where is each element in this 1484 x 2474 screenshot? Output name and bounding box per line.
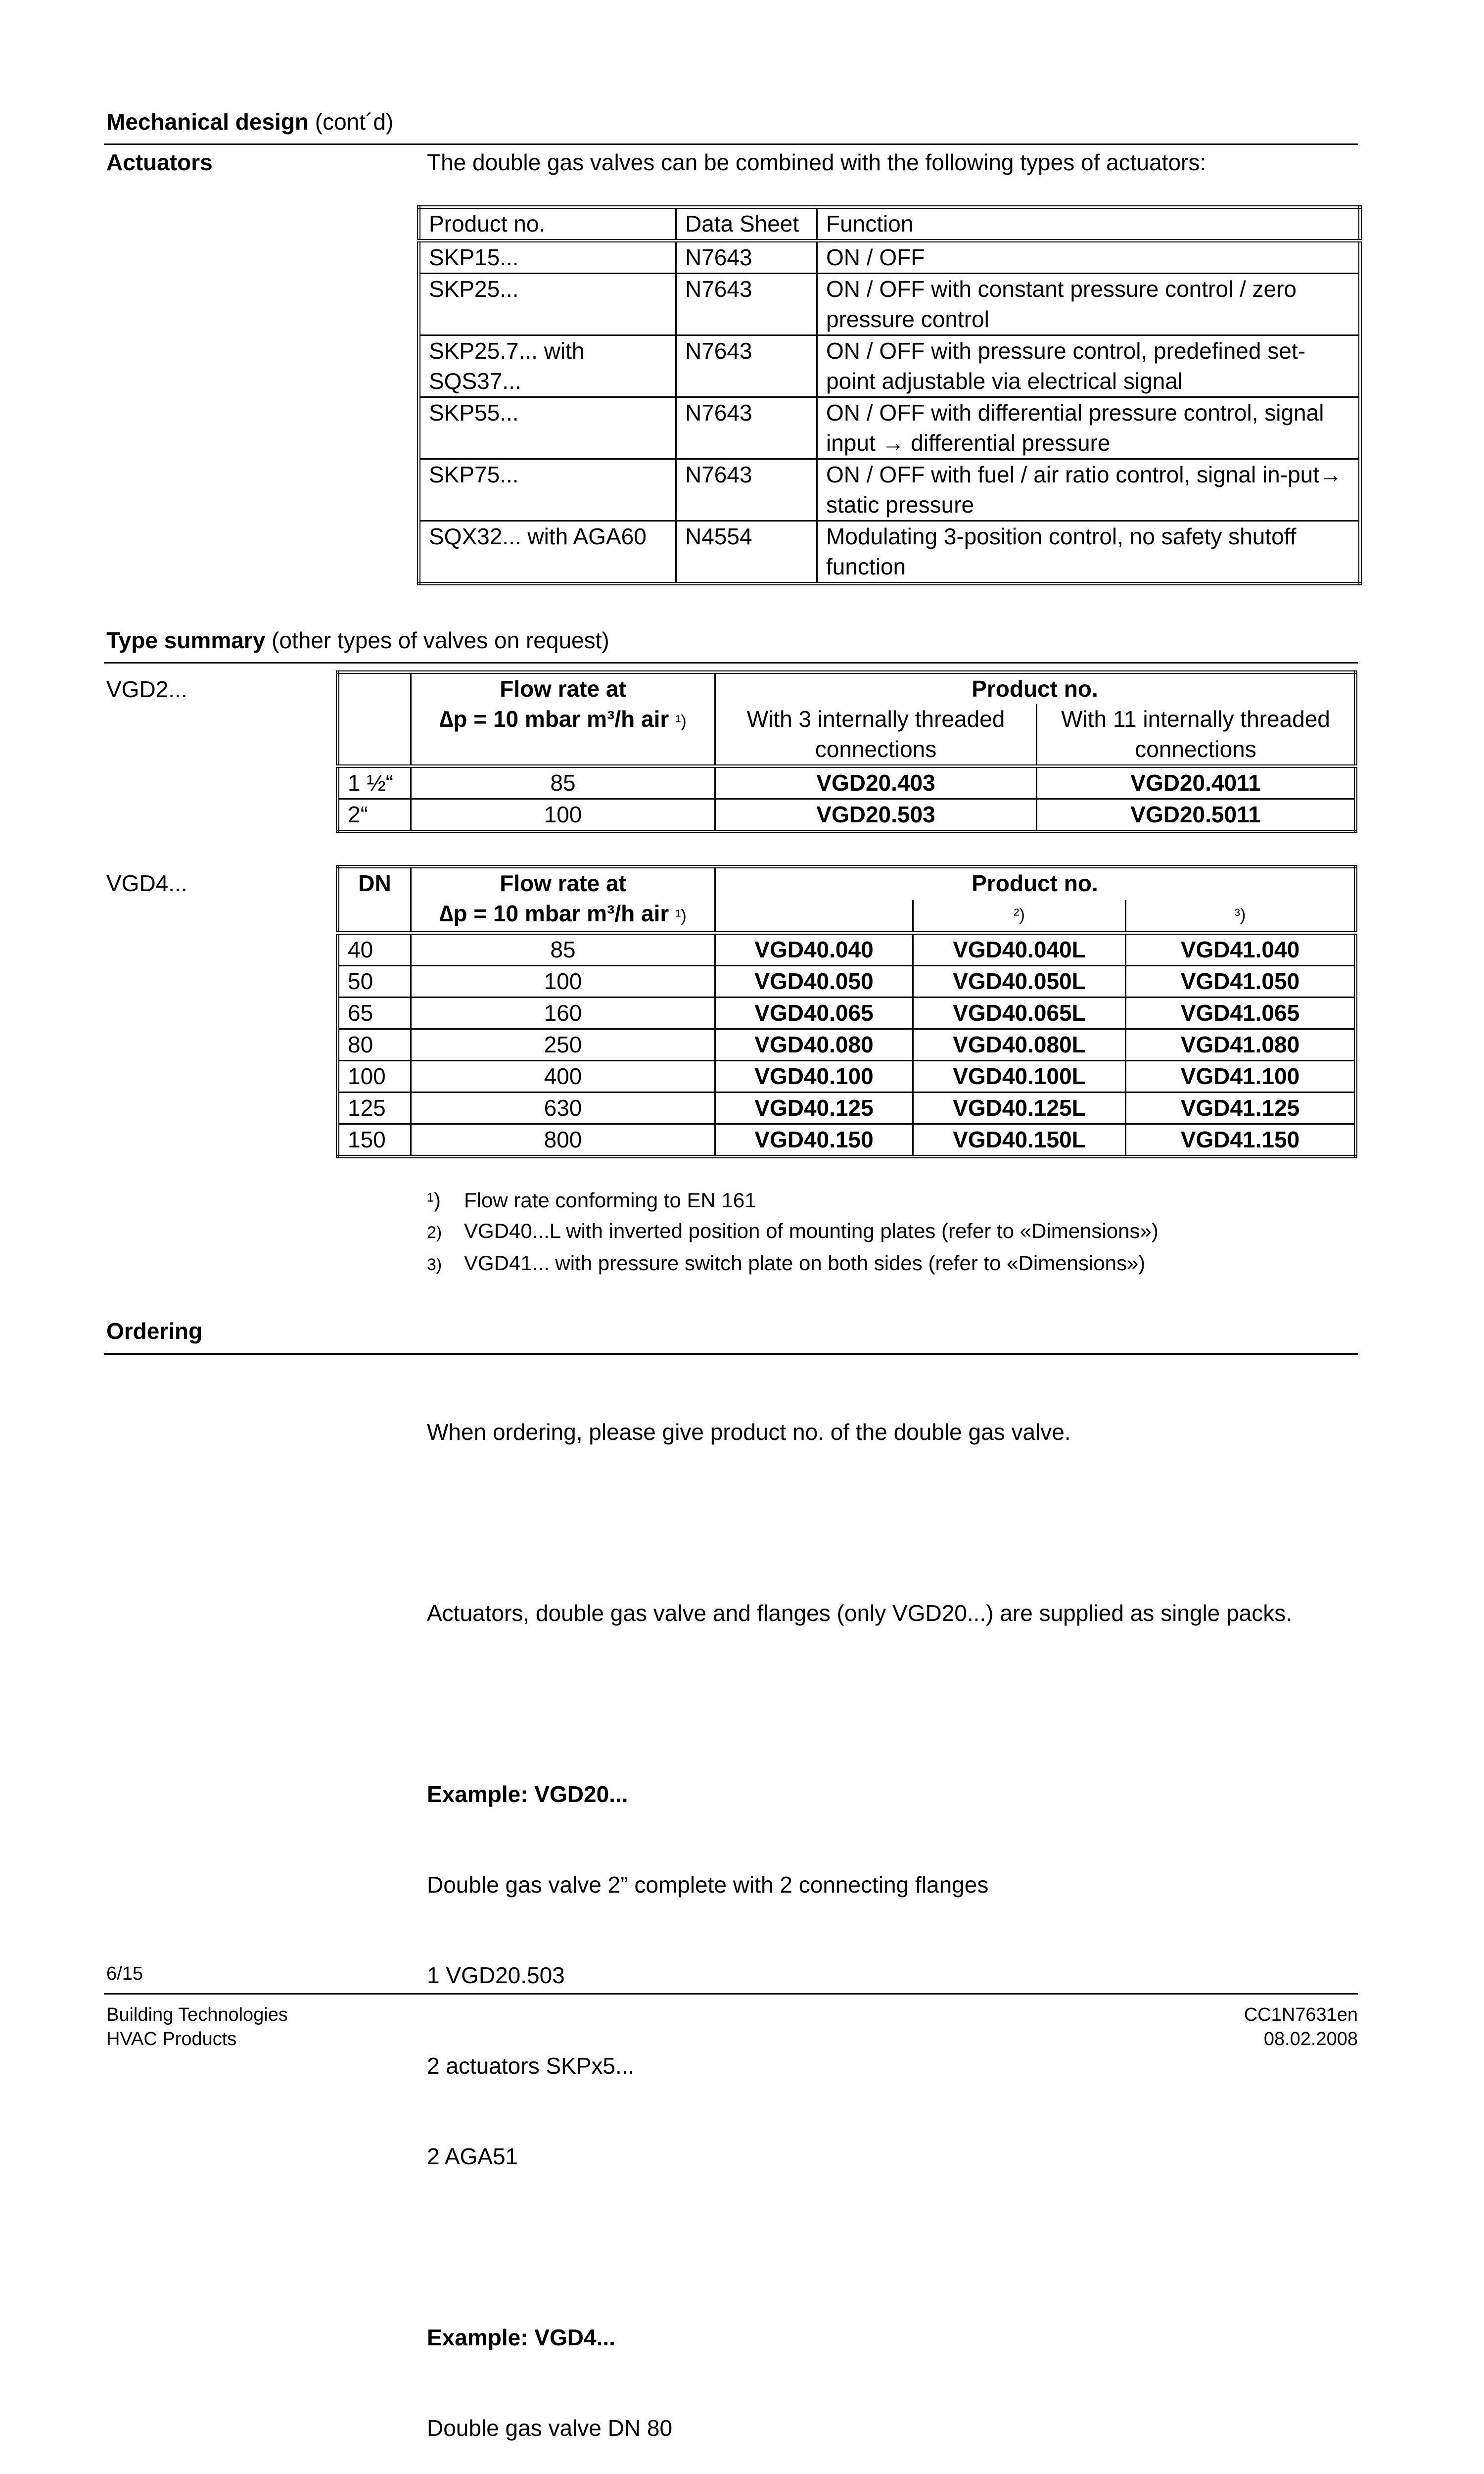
example-line: 1 VGD20.503: [427, 1962, 565, 1988]
cell-size: 1 ½“: [338, 766, 411, 799]
flow-header: [411, 867, 715, 933]
footnote-ref: ¹): [675, 712, 687, 731]
cell-product-l: VGD40.040L: [913, 933, 1126, 966]
cell-product: SKP55...: [419, 397, 676, 459]
cell-datasheet: N7643: [676, 397, 817, 459]
table-row: [419, 274, 1360, 335]
cell-product-11: VGD20.4011: [1037, 766, 1356, 799]
example-line: 2 AGA51: [427, 2143, 518, 2169]
cell-product: VGD40.050: [715, 966, 913, 998]
header-product-no: Product no.: [419, 207, 676, 241]
actuators-intro: The double gas valves can be combined with the following types of actuators:: [427, 149, 1206, 175]
cell-flow: 160: [411, 998, 715, 1029]
cell-product-l: VGD40.100L: [913, 1061, 1126, 1093]
table-row: [338, 966, 1356, 998]
footnote-text: VGD40...L with inverted position of mounting plates (refer to «Dimensions»): [464, 1219, 1159, 1242]
footnote: [427, 1216, 1159, 1248]
footer-date: 08.02.2008: [1263, 2029, 1358, 2049]
product-header: Product no.: [715, 867, 1356, 900]
cell-product-l: VGD40.125L: [913, 1093, 1126, 1124]
cell-dn: 50: [338, 966, 411, 998]
cell-product: SKP75...: [419, 459, 676, 521]
cell-datasheet: N4554: [676, 521, 817, 584]
subheader-footnote-2: ²): [913, 900, 1126, 933]
table-row: [338, 933, 1356, 966]
footer-left: [106, 2003, 288, 2051]
cell-product-l: VGD40.050L: [913, 966, 1126, 998]
footnote-text: Flow rate conforming to EN 161: [464, 1189, 756, 1212]
cell-product: VGD40.065: [715, 998, 913, 1029]
cell-datasheet: N7643: [676, 274, 817, 335]
cell-product-41: VGD41.125: [1126, 1093, 1356, 1124]
cell-flow: 100: [411, 966, 715, 998]
cell-flow: 85: [411, 766, 715, 799]
ordering-body: [427, 1357, 1292, 2474]
cell-product: VGD40.100: [715, 1061, 913, 1093]
cell-product: VGD40.080: [715, 1029, 913, 1061]
cell-product-11: VGD20.5011: [1037, 799, 1356, 832]
table-row: [338, 1093, 1356, 1124]
cell-product-41: VGD41.100: [1126, 1061, 1356, 1093]
example-line: Double gas valve DN 80: [427, 2415, 673, 2441]
cell-product: SKP15...: [419, 241, 676, 274]
table-row: [419, 521, 1360, 584]
ordering-paragraph: Actuators, double gas valve and flanges (only VGD20...) are supplied as single packs.: [427, 1600, 1292, 1626]
header-data-sheet: Data Sheet: [676, 207, 817, 241]
empty-header-cell: [338, 672, 411, 766]
cell-product: VGD40.150: [715, 1124, 913, 1157]
cell-flow: 800: [411, 1124, 715, 1157]
flow-header-line1: Flow rate at: [500, 676, 626, 702]
subheader-footnote-3: ³): [1126, 900, 1356, 933]
cell-product-41: VGD41.065: [1126, 998, 1356, 1029]
table-row: [338, 1029, 1356, 1061]
footer-company: Building Technologies: [106, 2004, 288, 2025]
divider: [104, 143, 1358, 145]
flow-header-line1: Flow rate at: [500, 870, 626, 896]
cell-product-l: VGD40.150L: [913, 1124, 1126, 1157]
footnote-text: VGD41... with pressure switch plate on both sides (refer to «Dimensions»): [464, 1251, 1146, 1275]
heading-rest: (cont´d): [309, 109, 394, 135]
cell-function: ON / OFF: [817, 241, 1360, 274]
footnote-mark: 3): [427, 1255, 442, 1274]
table-row: [338, 799, 1356, 832]
cell-product-41: VGD41.040: [1126, 933, 1356, 966]
cell-datasheet: N7643: [676, 241, 817, 274]
cell-product-l: VGD40.080L: [913, 1029, 1126, 1061]
section-heading-ordering: Ordering: [106, 1318, 203, 1344]
cell-product: SKP25...: [419, 274, 676, 335]
example-title: Example: VGD4...: [427, 2325, 615, 2350]
cell-dn: 125: [338, 1093, 411, 1124]
cell-datasheet: N7643: [676, 459, 817, 521]
cell-product: VGD40.040: [715, 933, 913, 966]
cell-function: ON / OFF with differential pressure control, signal input → differential pressure: [817, 397, 1360, 459]
flow-header-line2: ∆p = 10 mbar m³/h air: [439, 706, 669, 732]
flow-header: [411, 672, 715, 766]
flow-header-line2: ∆p = 10 mbar m³/h air: [439, 901, 669, 926]
cell-dn: 150: [338, 1124, 411, 1157]
cell-function: ON / OFF with pressure control, predefined set-point adjustable via electrical signal: [817, 335, 1360, 397]
cell-flow: 85: [411, 933, 715, 966]
cell-dn: 40: [338, 933, 411, 966]
section-heading-type-summary: [106, 625, 609, 656]
cell-product-3: VGD20.503: [715, 799, 1037, 832]
cell-product: VGD40.125: [715, 1093, 913, 1124]
example-title: Example: VGD20...: [427, 1781, 628, 1807]
cell-product: SQX32... with AGA60: [419, 521, 676, 584]
divider: [104, 1353, 1358, 1355]
footer-doc-id: CC1N7631en: [1244, 2004, 1358, 2025]
subheader-3-connections: With 3 internally threaded connections: [715, 704, 1037, 766]
vgd4-label: VGD4...: [106, 870, 187, 896]
table-row: [419, 397, 1360, 459]
cell-product-l: VGD40.065L: [913, 998, 1126, 1029]
cell-dn: 65: [338, 998, 411, 1029]
vgd2-table: [336, 670, 1357, 833]
cell-product: SKP25.7... with SQS37...: [419, 335, 676, 397]
cell-product-3: VGD20.403: [715, 766, 1037, 799]
actuators-table: [417, 205, 1362, 585]
cell-flow: 400: [411, 1061, 715, 1093]
header-function: Function: [817, 207, 1360, 241]
cell-datasheet: N7643: [676, 335, 817, 397]
cell-function: Modulating 3-position control, no safety shutoff function: [817, 521, 1360, 584]
dn-header: DN: [338, 867, 411, 933]
footnotes: [427, 1185, 1159, 1280]
cell-product-41: VGD41.050: [1126, 966, 1356, 998]
cell-dn: 80: [338, 1029, 411, 1061]
table-header-row: [419, 207, 1360, 241]
cell-size: 2“: [338, 799, 411, 832]
cell-flow: 250: [411, 1029, 715, 1061]
footer-division: HVAC Products: [106, 2029, 237, 2049]
cell-function: ON / OFF with constant pressure control / zero pressure control: [817, 274, 1360, 335]
divider: [104, 662, 1358, 664]
heading-bold: Mechanical design: [106, 109, 309, 135]
divider: [104, 1993, 1358, 1995]
vgd4-table: [336, 865, 1357, 1158]
table-row: [338, 1124, 1356, 1157]
table-row: [338, 1061, 1356, 1093]
table-header-row: [338, 672, 1356, 705]
cell-product-41: VGD41.080: [1126, 1029, 1356, 1061]
table-row: [419, 241, 1360, 274]
table-row: [419, 459, 1360, 521]
subheader-empty: [715, 900, 913, 933]
cell-function: ON / OFF with fuel / air ratio control, signal in-put→ static pressure: [817, 459, 1360, 521]
heading-bold: Type summary: [106, 627, 266, 653]
footer-right: [1244, 2003, 1358, 2051]
footnote-mark: 2): [427, 1223, 442, 1242]
footnote: [427, 1248, 1159, 1280]
page-number: 6/15: [106, 1963, 143, 1984]
example-line: Double gas valve 2” complete with 2 connecting flanges: [427, 1872, 989, 1898]
cell-dn: 100: [338, 1061, 411, 1093]
table-row: [338, 766, 1356, 799]
vgd2-label: VGD2...: [106, 676, 187, 702]
product-header: Product no.: [715, 672, 1356, 705]
subheader-11-connections: With 11 internally threaded connections: [1037, 704, 1356, 766]
cell-product-41: VGD41.150: [1126, 1124, 1356, 1157]
example-line: 2 actuators SKPx5...: [427, 2053, 635, 2079]
ordering-paragraph: When ordering, please give product no. of the double gas valve.: [427, 1419, 1071, 1445]
table-row: [338, 998, 1356, 1029]
section-heading-mechanical-design: [106, 107, 393, 137]
actuators-label: Actuators: [106, 149, 213, 175]
footnote: [427, 1185, 1159, 1216]
heading-rest: (other types of valves on request): [265, 627, 609, 653]
table-row: [419, 335, 1360, 397]
footnote-mark: ¹): [427, 1189, 441, 1212]
footnote-ref: ¹): [675, 906, 687, 925]
table-header-row: [338, 867, 1356, 900]
cell-flow: 630: [411, 1093, 715, 1124]
cell-flow: 100: [411, 799, 715, 832]
